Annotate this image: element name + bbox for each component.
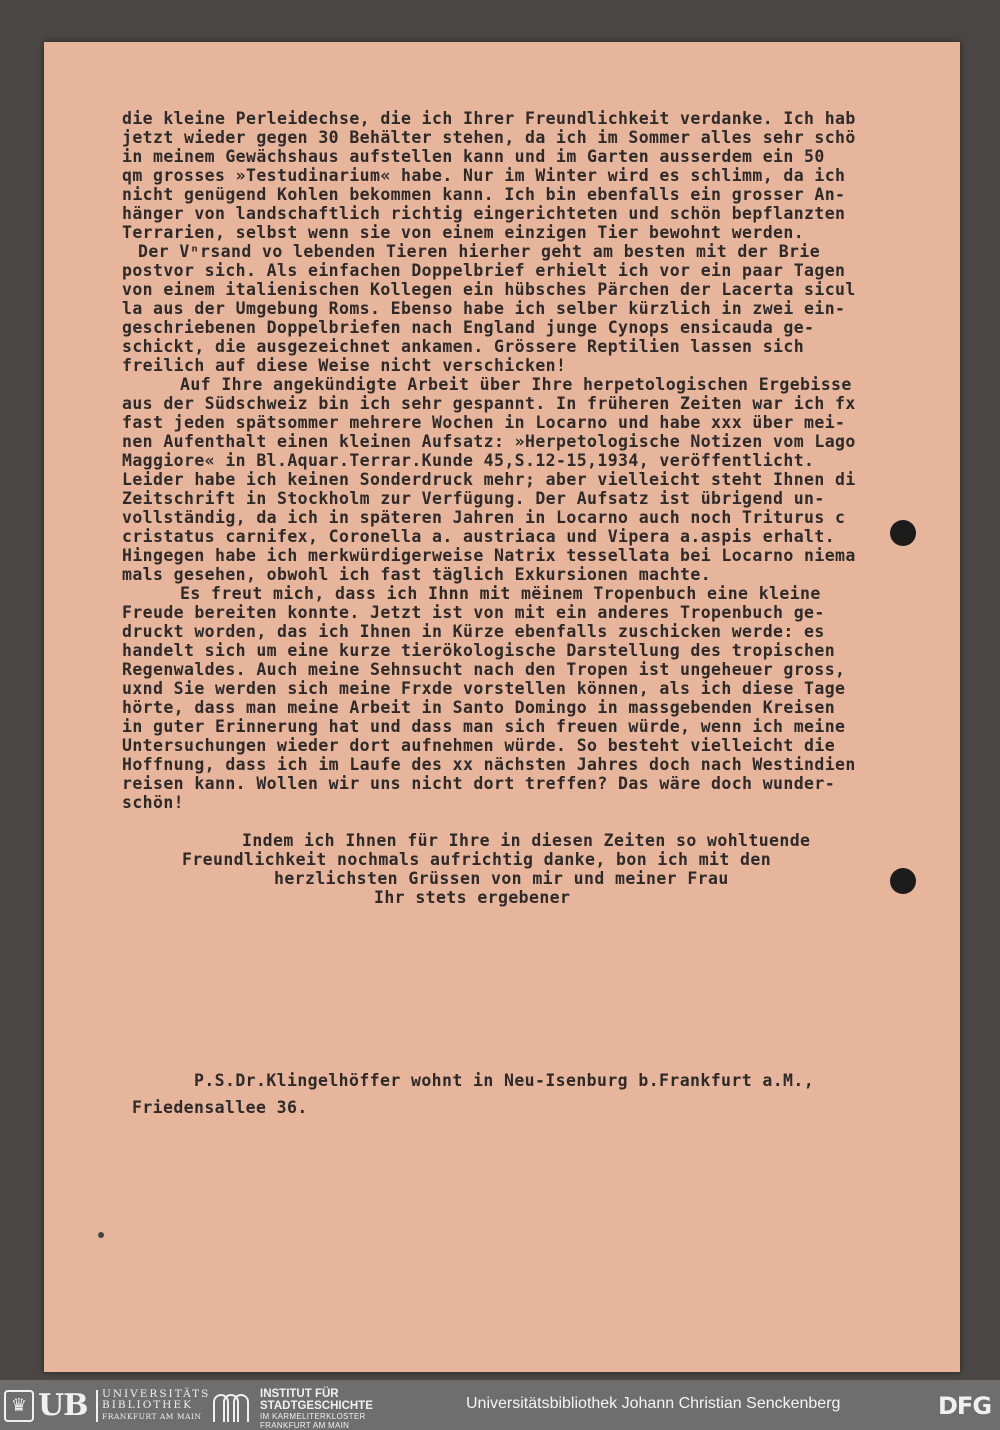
isg-line4: FRANKFURT AM MAIN	[260, 1421, 350, 1430]
isg-text	[260, 1388, 373, 1430]
letter-line: geschriebenen Doppelbriefen nach England junge Cynops ensicauda ge-	[122, 318, 815, 337]
punch-hole	[890, 520, 916, 546]
letter-line: qm grosses »Testudinarium« habe. Nur im Winter wird es schlimm, da ich	[122, 166, 846, 185]
letter-line: schickt, die ausgezeichnet ankamen. Grössere Reptilien lassen sich	[122, 337, 805, 356]
ink-dot	[98, 1232, 104, 1238]
closing-line: herzlichsten Grüssen von mir und meiner Frau	[274, 869, 729, 888]
letter-line: cristatus carnifex, Coronella a. austriaca und Vipera a.aspis erhalt.	[122, 527, 836, 546]
isg-line1: INSTITUT FÜR	[260, 1388, 339, 1400]
ub-logo	[4, 1388, 211, 1424]
ub-seal-icon: ♛	[4, 1390, 34, 1422]
letter-line: Maggiore« in Bl.Aquar.Terrar.Kunde 45,S.12-15,1934, veröffentlicht.	[122, 451, 815, 470]
letter-line: postvor sich. Als einfachen Doppelbrief erhielt ich vor ein paar Tagen	[122, 261, 846, 280]
library-name: Universitätsbibliothek Johann Christian Senckenberg	[466, 1395, 841, 1412]
footer-bar	[0, 1380, 1000, 1430]
letter-line: Hoffnung, dass ich im Laufe des xx nächsten Jahres doch nach Westindien	[122, 755, 856, 774]
letter-line: Terrarien, selbst wenn sie von einem einzigen Tier bewohnt werden.	[122, 223, 805, 242]
letter-line: jetzt wieder gegen 30 Behälter stehen, da ich im Sommer alles sehr schö	[122, 128, 856, 147]
letter-line: uxnd Sie werden sich meine Frxde vorstellen können, als ich diese Tage	[122, 679, 846, 698]
letter-line: vollständig, da ich in späteren Jahren in Locarno auch noch Triturus c	[122, 508, 846, 527]
letter-line: Leider habe ich keinen Sonderdruck mehr; aber vielleicht steht Ihnen di	[122, 470, 856, 489]
letter-line: freilich auf diese Weise nicht verschicken!	[122, 356, 567, 375]
closing-line: Ihr stets ergebener	[374, 888, 571, 907]
ub-line3: FRANKFURT AM MAIN	[102, 1412, 202, 1421]
closing-line: Indem ich Ihnen für Ihre in diesen Zeiten so wohltuende	[242, 831, 811, 850]
postscript-line: Friedensallee 36.	[132, 1098, 308, 1117]
punch-hole	[890, 868, 916, 894]
letter-line: in guter Erinnerung hat und dass man sich freuen würde, wenn ich meine	[122, 717, 846, 736]
letter-line: nen Aufenthalt einen kleinen Aufsatz: »Herpetologische Notizen vom Lago	[122, 432, 856, 451]
letter-line: handelt sich um eine kurze tierökologische Darstellung des tropischen	[122, 641, 836, 660]
letter-line: hänger von landschaftlich richtig eingerichteten und schön bepflanzten	[122, 204, 846, 223]
letter-page	[44, 42, 960, 1372]
letter-line: nicht genügend Kohlen bekommen kann. Ich bin ebenfalls ein grosser An-	[122, 185, 846, 204]
isg-line3: IM KARMELITERKLOSTER	[260, 1412, 366, 1421]
letter-line: Auf Ihre angekündigte Arbeit über Ihre herpetologischen Ergebisse	[180, 375, 852, 394]
closing-line: Freundlichkeit nochmals aufrichtig danke, bon ich mit den	[182, 850, 772, 869]
letter-line: reisen kann. Wollen wir uns nicht dort treffen? Das wäre doch wunder-	[122, 774, 836, 793]
letter-line: Freude bereiten konnte. Jetzt ist von mit ein anderes Tropenbuch ge-	[122, 603, 825, 622]
ub-letters: UB	[38, 1388, 88, 1423]
ub-line1: UNIVERSITÄTS	[102, 1388, 211, 1400]
letter-line: schön!	[122, 793, 185, 812]
letter-line: von einem italienischen Kollegen ein hübsches Pärchen der Lacerta sicul	[122, 280, 856, 299]
letter-line: Zeitschrift in Stockholm zur Verfügung. Der Aufsatz ist übrigend un-	[122, 489, 825, 508]
isg-line2: STADTGESCHICHTE	[260, 1400, 373, 1412]
letter-line: Es freut mich, dass ich Ihnn mit mëinem Tropenbuch eine kleine	[180, 584, 821, 603]
postscript-line: P.S.Dr.Klingelhöffer wohnt in Neu-Isenburg b.Frankfurt a.M.,	[194, 1071, 815, 1090]
isg-logo	[212, 1388, 412, 1430]
letter-line: Hingegen habe ich merkwürdigerweise Natrix tessellata bei Locarno niema	[122, 546, 856, 565]
ub-divider	[96, 1390, 98, 1422]
letter-line: die kleine Perleidechse, die ich Ihrer Freundlichkeit verdanke. Ich hab	[122, 109, 856, 128]
letter-line: la aus der Umgebung Roms. Ebenso habe ich selber kürzlich in zwei ein-	[122, 299, 846, 318]
letter-line: Der Vⁿrsand vo lebenden Tieren hierher geht am besten mit der Brie	[138, 242, 821, 261]
letter-line: mals gesehen, obwohl ich fast täglich Exkursionen machte.	[122, 565, 712, 584]
letter-line: Untersuchungen wieder dort aufnehmen würde. So besteht vielleicht die	[122, 736, 836, 755]
letter-line: fast jeden spätsommer mehrere Wochen in Locarno und habe xxx über mei-	[122, 413, 846, 432]
ub-line2: BIBLIOTHEK	[102, 1399, 193, 1411]
letter-line: druckt worden, das ich Ihnen in Kürze ebenfalls zuschicken werde: es	[122, 622, 825, 641]
dfg-logo: DFG	[938, 1392, 992, 1420]
arches-icon	[212, 1388, 252, 1424]
ub-text	[102, 1389, 210, 1422]
letter-line: aus der Südschweiz bin ich sehr gespannt. In früheren Zeiten war ich fx	[122, 394, 856, 413]
letter-line: hörte, dass man meine Arbeit in Santo Domingo in massgebenden Kreisen	[122, 698, 836, 717]
letter-line: Regenwaldes. Auch meine Sehnsucht nach den Tropen ist ungeheuer gross,	[122, 660, 846, 679]
letter-line: in meinem Gewächshaus aufstellen kann und im Garten ausserdem ein 50	[122, 147, 825, 166]
